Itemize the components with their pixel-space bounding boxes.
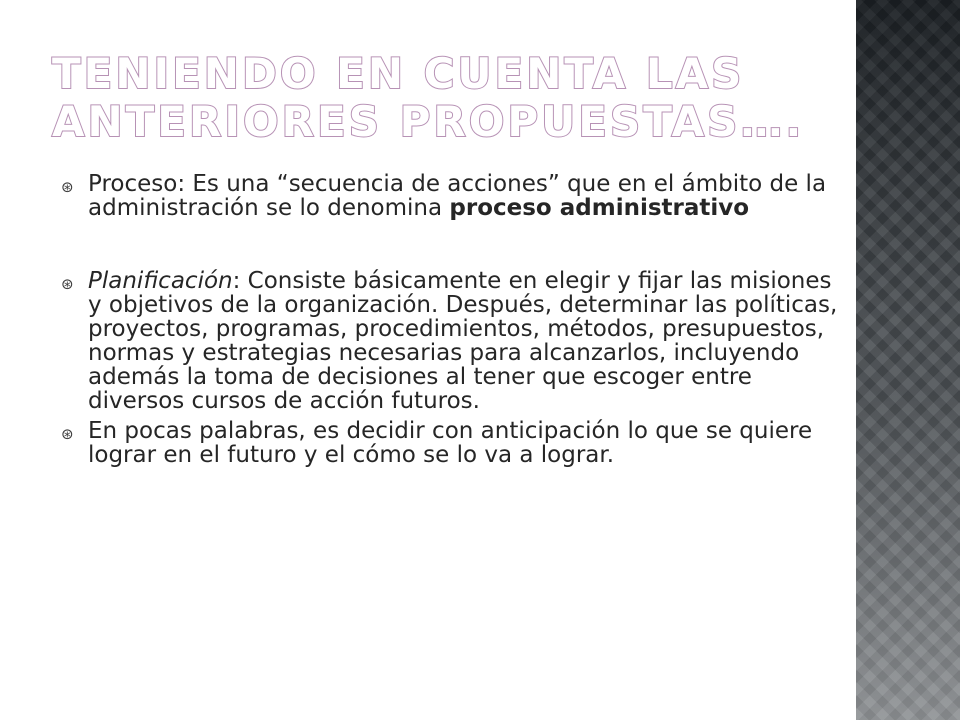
bullet-resumen <box>62 419 842 467</box>
slide-body <box>62 172 842 467</box>
decorative-side-panel <box>856 0 960 720</box>
bullet-text: : Consiste básicamente en elegir y fijar las misiones y objetivos de la organización. Después, determinar las políticas, proyectos, programas, procedimientos, métodos, presupuestos, normas y estrategias necesarias para alcanzarlos, incluyendo además la toma de decisiones al tener que escoger entre diversos cursos de acción futuros. <box>88 268 838 414</box>
bullet-proceso <box>62 172 842 220</box>
circled-chevron-icon: ⊛ <box>61 425 74 443</box>
bullet-italic-term: Planificación <box>88 268 233 294</box>
bullet-text: Proceso: Es una “secuencia de acciones” que en el ámbito de la administración se lo denomina <box>88 171 827 221</box>
bullet-planificacion <box>62 269 842 413</box>
bullet-bold-term: proceso administrativo <box>449 195 750 221</box>
slide-title: TENIENDO EN CUENTA LAS ANTERIORES PROPUESTAS…. <box>52 49 805 146</box>
circled-chevron-icon: ⊛ <box>61 275 74 293</box>
bullet-text: En pocas palabras, es decidir con anticipación lo que se quiere lograr en el futuro y el cómo se lo va a lograr. <box>88 418 813 468</box>
circled-chevron-icon: ⊛ <box>61 178 74 196</box>
